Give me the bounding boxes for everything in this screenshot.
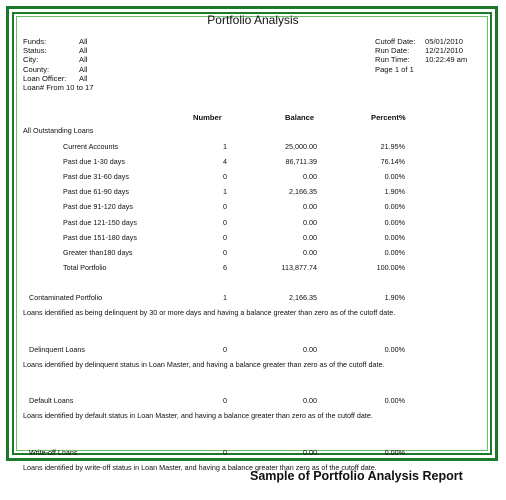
category-percent: 0.00% [384, 344, 405, 354]
category-note: Loans identified by write-off status in Loan Master, and having a balance greater than zero as of the cutoff date. [23, 462, 377, 472]
table-row-balance: 0.00 [303, 202, 317, 212]
table-row-percent: 0.00% [384, 232, 405, 242]
table-row-label: Past due 31-60 days [63, 172, 129, 182]
table-row-percent: 1.90% [384, 187, 405, 197]
table-row-percent: 0.00% [384, 217, 405, 227]
filter-block [23, 37, 94, 92]
category-label: Write-off Loans [29, 447, 78, 457]
table-row-balance: 113,877.74 [281, 262, 317, 272]
category-balance: 0.00 [303, 396, 317, 405]
report-page [16, 13, 488, 472]
table-row-label: Past due 121-150 days [63, 217, 137, 227]
category-percent: 1.90% [384, 293, 405, 302]
col-header-number: Number [193, 113, 222, 122]
table-row-balance: 0.00 [303, 232, 317, 242]
table-row-balance: 0.00 [303, 217, 317, 227]
table-row-label: Past due 151-180 days [63, 232, 137, 242]
table-row-percent: 100.00% [376, 262, 405, 272]
report-title: Portfolio Analysis [207, 13, 299, 27]
table-row-number: 4 [223, 157, 227, 167]
table-row-balance: 25,000.00 [285, 142, 317, 151]
category-balance: 2,166.35 [289, 293, 317, 302]
category-number: 0 [223, 396, 227, 405]
run-meta-block [375, 37, 467, 74]
category-note: Loans identified by default status in Loan Master, and having a balance greater than zero as of the cutoff date. [23, 411, 373, 420]
filter-row: Loan Officer: All [23, 73, 88, 83]
filter-row: County: All [23, 64, 88, 74]
category-percent: 0.00% [384, 447, 405, 457]
col-header-balance: Balance [285, 113, 315, 122]
table-row-balance: 0.00 [303, 247, 317, 257]
col-header-percent: Percent% [371, 113, 406, 122]
table-row-number: 0 [223, 202, 227, 212]
page-number: Page 1 of 1 [375, 64, 414, 74]
table-row-percent: 0.00% [384, 172, 405, 182]
table-row-label: Past due 91-120 days [63, 202, 133, 212]
category-balance: 0.00 [303, 344, 317, 354]
filter-row: Status: All [23, 46, 88, 56]
table-row-balance: 86,711.39 [285, 157, 317, 167]
table-row-balance: 2,166.35 [289, 187, 317, 197]
table-row-label: Total Portfolio [63, 262, 107, 272]
category-label: Contaminated Portfolio [29, 293, 103, 302]
table-row-percent: 76.14% [380, 157, 405, 167]
category-number: 1 [223, 293, 227, 302]
table-row-label: Greater than180 days [63, 247, 133, 257]
meta-row: Run Time: 10:22:49 am [375, 55, 468, 65]
category-number: 0 [223, 447, 227, 457]
table-row-number: 1 [223, 142, 227, 151]
table-row-label: Past due 61-90 days [63, 187, 129, 197]
table-row-label: Past due 1-30 days [63, 157, 125, 167]
table-row-percent: 0.00% [384, 247, 405, 257]
category-percent: 0.00% [384, 396, 405, 405]
table-row-number: 0 [223, 217, 227, 227]
table-row-number: 0 [223, 172, 227, 182]
filter-row: Funds: All [23, 37, 88, 46]
category-note: Loans identified by delinquent status in Loan Master, and having a balance greater than zero as of the cutoff date. [23, 359, 385, 369]
figure-caption: Sample of Portfolio Analysis Report [250, 469, 463, 483]
table-row-percent: 0.00% [384, 202, 405, 212]
table-row-label: Current Accounts [63, 142, 119, 151]
category-note: Loans identified as being delinquent by 30 or more days and having a balance greater than zero as of the cutoff date. [23, 308, 396, 317]
table-row-percent: 21.95% [380, 142, 405, 151]
meta-row: Cutoff Date: 05/01/2010 [375, 37, 464, 46]
filter-row: City: All [23, 55, 88, 65]
table-row-number: 6 [223, 262, 227, 272]
table-row-number: 0 [223, 247, 227, 257]
table-row-number: 0 [223, 232, 227, 242]
section-title: All Outstanding Loans [23, 126, 94, 135]
category-label: Default Loans [29, 396, 74, 405]
category-label: Delinquent Loans [29, 344, 85, 354]
category-balance: 0.00 [303, 447, 317, 457]
table-row-number: 1 [223, 187, 227, 197]
category-number: 0 [223, 344, 227, 354]
loan-range: Loan# From 10 to 17 [23, 83, 94, 93]
table-row-balance: 0.00 [303, 172, 317, 182]
meta-row: Run Date: 12/21/2010 [375, 46, 464, 56]
